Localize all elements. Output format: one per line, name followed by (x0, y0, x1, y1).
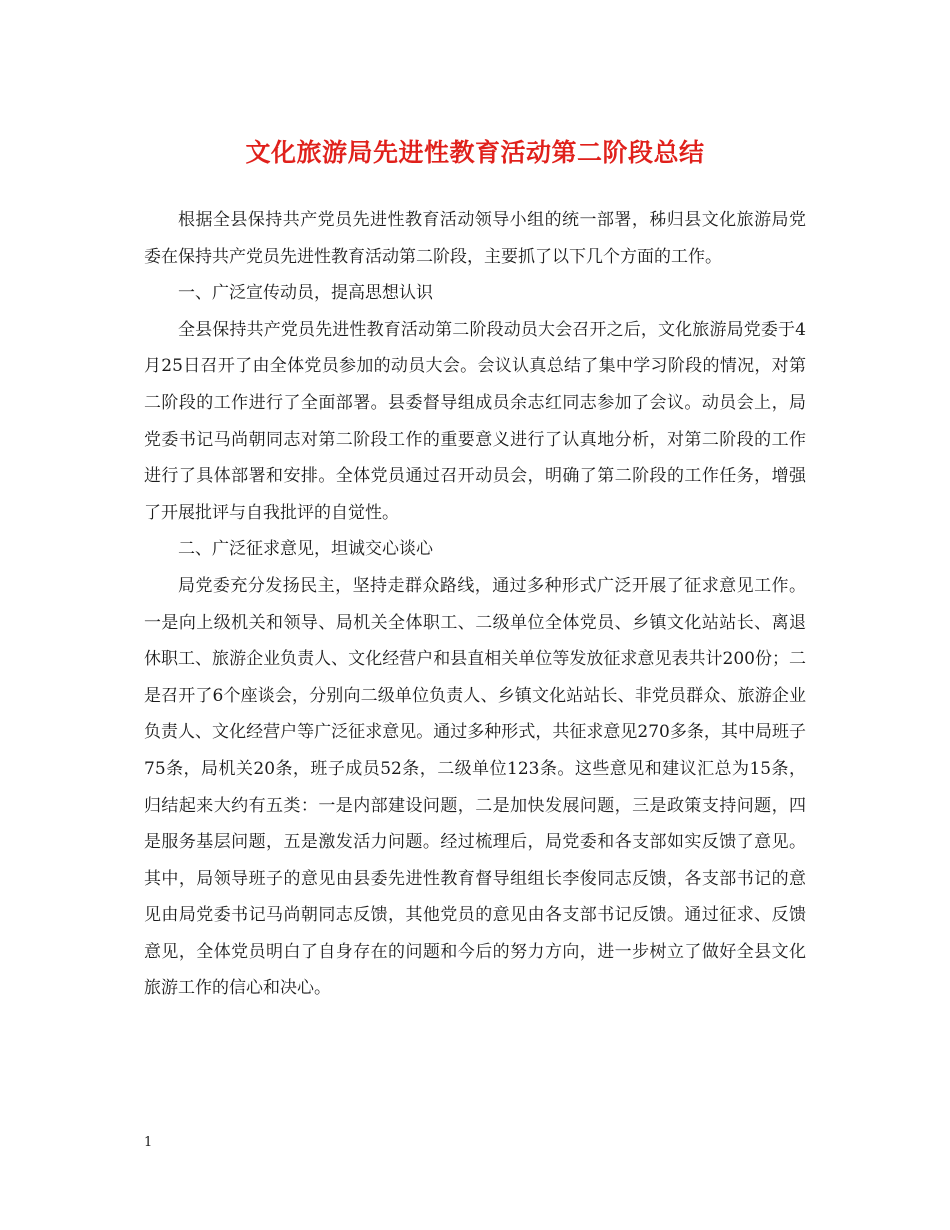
document-body (144, 202, 806, 1007)
section-heading-1: 一、广泛宣传动员，提高思想认识 (178, 283, 433, 304)
document-title: 文化旅游局先进性教育活动第二阶段总结 (245, 138, 705, 167)
section-1-paragraph: 全县保持共产党员先进性教育活动第二阶段动员大会召开之后，文化旅游局党委于4月25日召开了由全体党员参加的动员大会。会议认真总结了集中学习阶段的情况，对第二阶段的工作进行了全面部署。县委督导组成员余志红同志参加了会议。动员会上，局党委书记马尚朝同志对第二阶段工作的重要意义进行了认真地分析，对第二阶段的工作进行了具体部署和安排。全体党员通过召开动员会，明确了第二阶段的工作任务，增强了开展批评与自我批评的自觉性。 (144, 319, 806, 523)
page-number: 1 (144, 1135, 153, 1150)
section-heading-2: 二、广泛征求意见，坦诚交心谈心 (178, 539, 433, 560)
intro-paragraph: 根据全县保持共产党员先进性教育活动领导小组的统一部署，秭归县文化旅游局党委在保持共产党员先进性教育活动第二阶段，主要抓了以下几个方面的工作。 (144, 210, 806, 267)
section-2-paragraph: 局党委充分发扬民主，坚持走群众路线，通过多种形式广泛开展了征求意见工作。一是向上级机关和领导、局机关全体职工、二级单位全体党员、乡镇文化站站长、离退休职工、旅游企业负责人、文化经营户和县直相关单位等发放征求意见表共计200份；二是召开了6个座谈会，分别向二级单位负责人、乡镇文化站站长、非党员群众、旅游企业负责人、文化经营户等广泛征求意见。通过多种形式，共征求意见270多条，其中局班子75条，局机关20条，班子成员52条，二级单位123条。这些意见和建议汇总为15条，归结起来大约有五类：一是内部建设问题，二是加快发展问题，三是政策支持问题，四是服务基层问题，五是激发活力问题。经过梳理后，局党委和各支部如实反馈了意见。其中，局领导班子的意见由县委先进性教育督导组组长李俊同志反馈，各支部书记的意见由局党委书记马尚朝同志反馈，其他党员的意见由各支部书记反馈。通过征求、反馈意见，全体党员明白了自身存在的问题和今后的努力方向，进一步树立了做好全县文化旅游工作的信心和决心。 (144, 575, 806, 999)
